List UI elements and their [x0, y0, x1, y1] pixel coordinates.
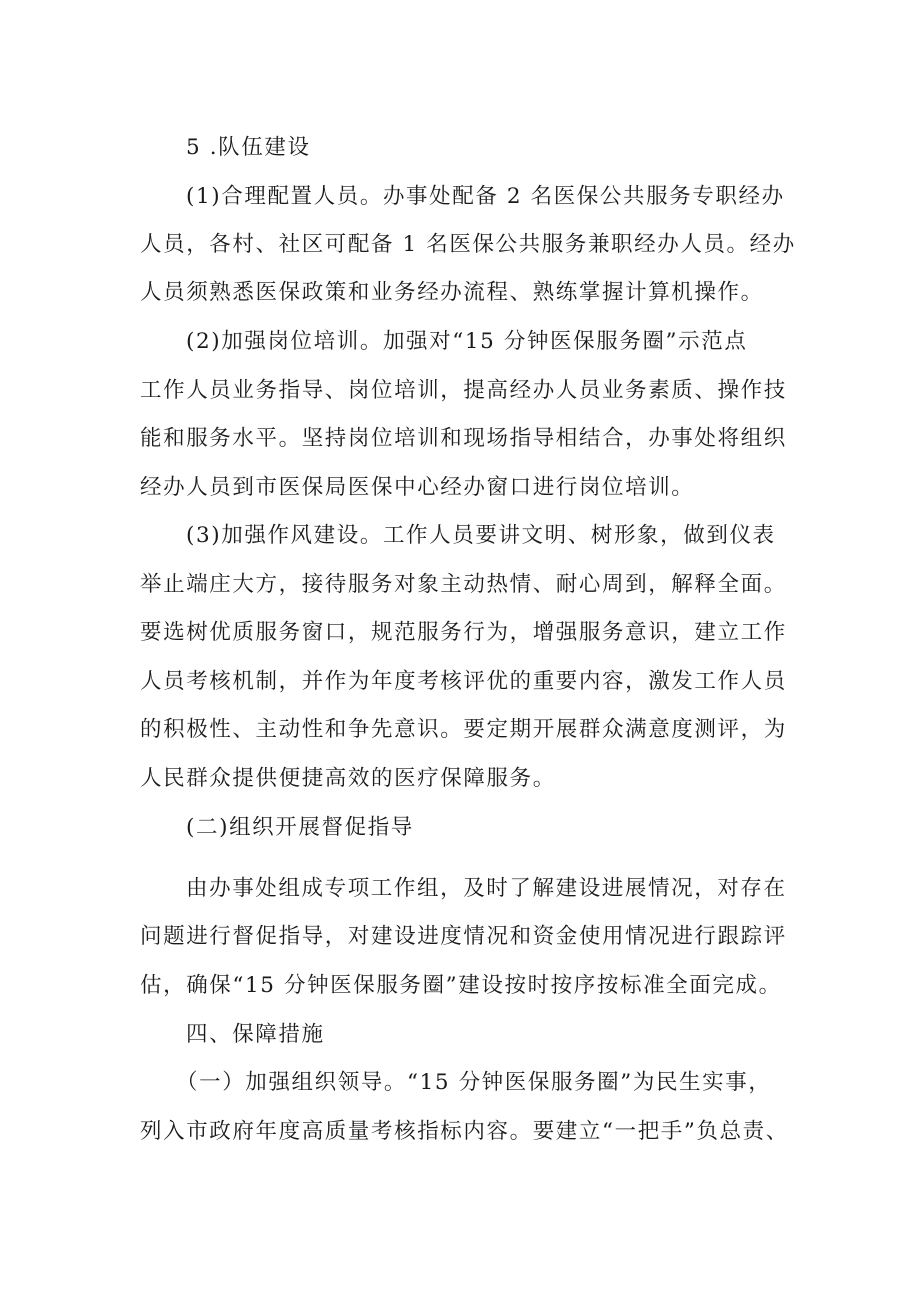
paragraph-line: (3)加强作风建设。工作人员要讲文明、树形象，做到仪表 — [186, 523, 776, 548]
subsection-heading-supervision: (二)组织开展督促指导 — [186, 815, 414, 840]
section-heading-team-building: 5 .队伍建设 — [186, 135, 311, 160]
paragraph-line: 能和服务水平。坚持岗位培训和现场指导相结合，办事处将组织 — [140, 426, 787, 451]
paragraph-line: 工作人员业务指导、岗位培训，提高经办人员业务素质、操作技 — [140, 378, 787, 403]
paragraph-line: (2)加强岗位培训。加强对“15 分钟医保服务圈”示范点 — [186, 329, 748, 354]
paragraph-line: 由办事处组成专项工作组，及时了解建设进展情况，对存在 — [186, 876, 787, 901]
paragraph-line: (1)合理配置人员。办事处配备 2 名医保公共服务专职经办 — [186, 184, 785, 209]
paragraph-line: 列入市政府年度高质量考核指标内容。要建立“一把手”负总责、 — [140, 1119, 789, 1144]
paragraph-line: 人员考核机制，并作为年度考核评优的重要内容，激发工作人员 — [140, 669, 787, 694]
paragraph-line: （一）加强组织领导。“15 分钟医保服务圈”为民生实事， — [176, 1070, 772, 1095]
paragraph-line: 人员须熟悉医保政策和业务经办流程、熟练掌握计算机操作。 — [140, 280, 764, 305]
paragraph-line: 的积极性、主动性和争先意识。要定期开展群众满意度测评，为 — [140, 717, 787, 742]
paragraph-line: 人民群众提供便捷高效的医疗保障服务。 — [140, 766, 556, 791]
paragraph-line: 估，确保“15 分钟医保服务圈”建设按时按序按标准全面完成。 — [140, 973, 782, 998]
paragraph-line: 举止端庄大方，接待服务对象主动热情、耐心周到，解释全面。 — [140, 572, 787, 597]
paragraph-line: 人员，各村、社区可配备 1 名医保公共服务兼职经办人员。经办 — [140, 232, 796, 257]
section-heading-safeguards: 四、保障措施 — [186, 1022, 325, 1047]
paragraph-line: 问题进行督促指导，对建设进度情况和资金使用情况进行跟踪评 — [140, 924, 787, 949]
paragraph-line: 要选树优质服务窗口，规范服务行为，增强服务意识，建立工作 — [140, 620, 787, 645]
paragraph-line: 经办人员到市医保局医保中心经办窗口进行岗位培训。 — [140, 475, 695, 500]
